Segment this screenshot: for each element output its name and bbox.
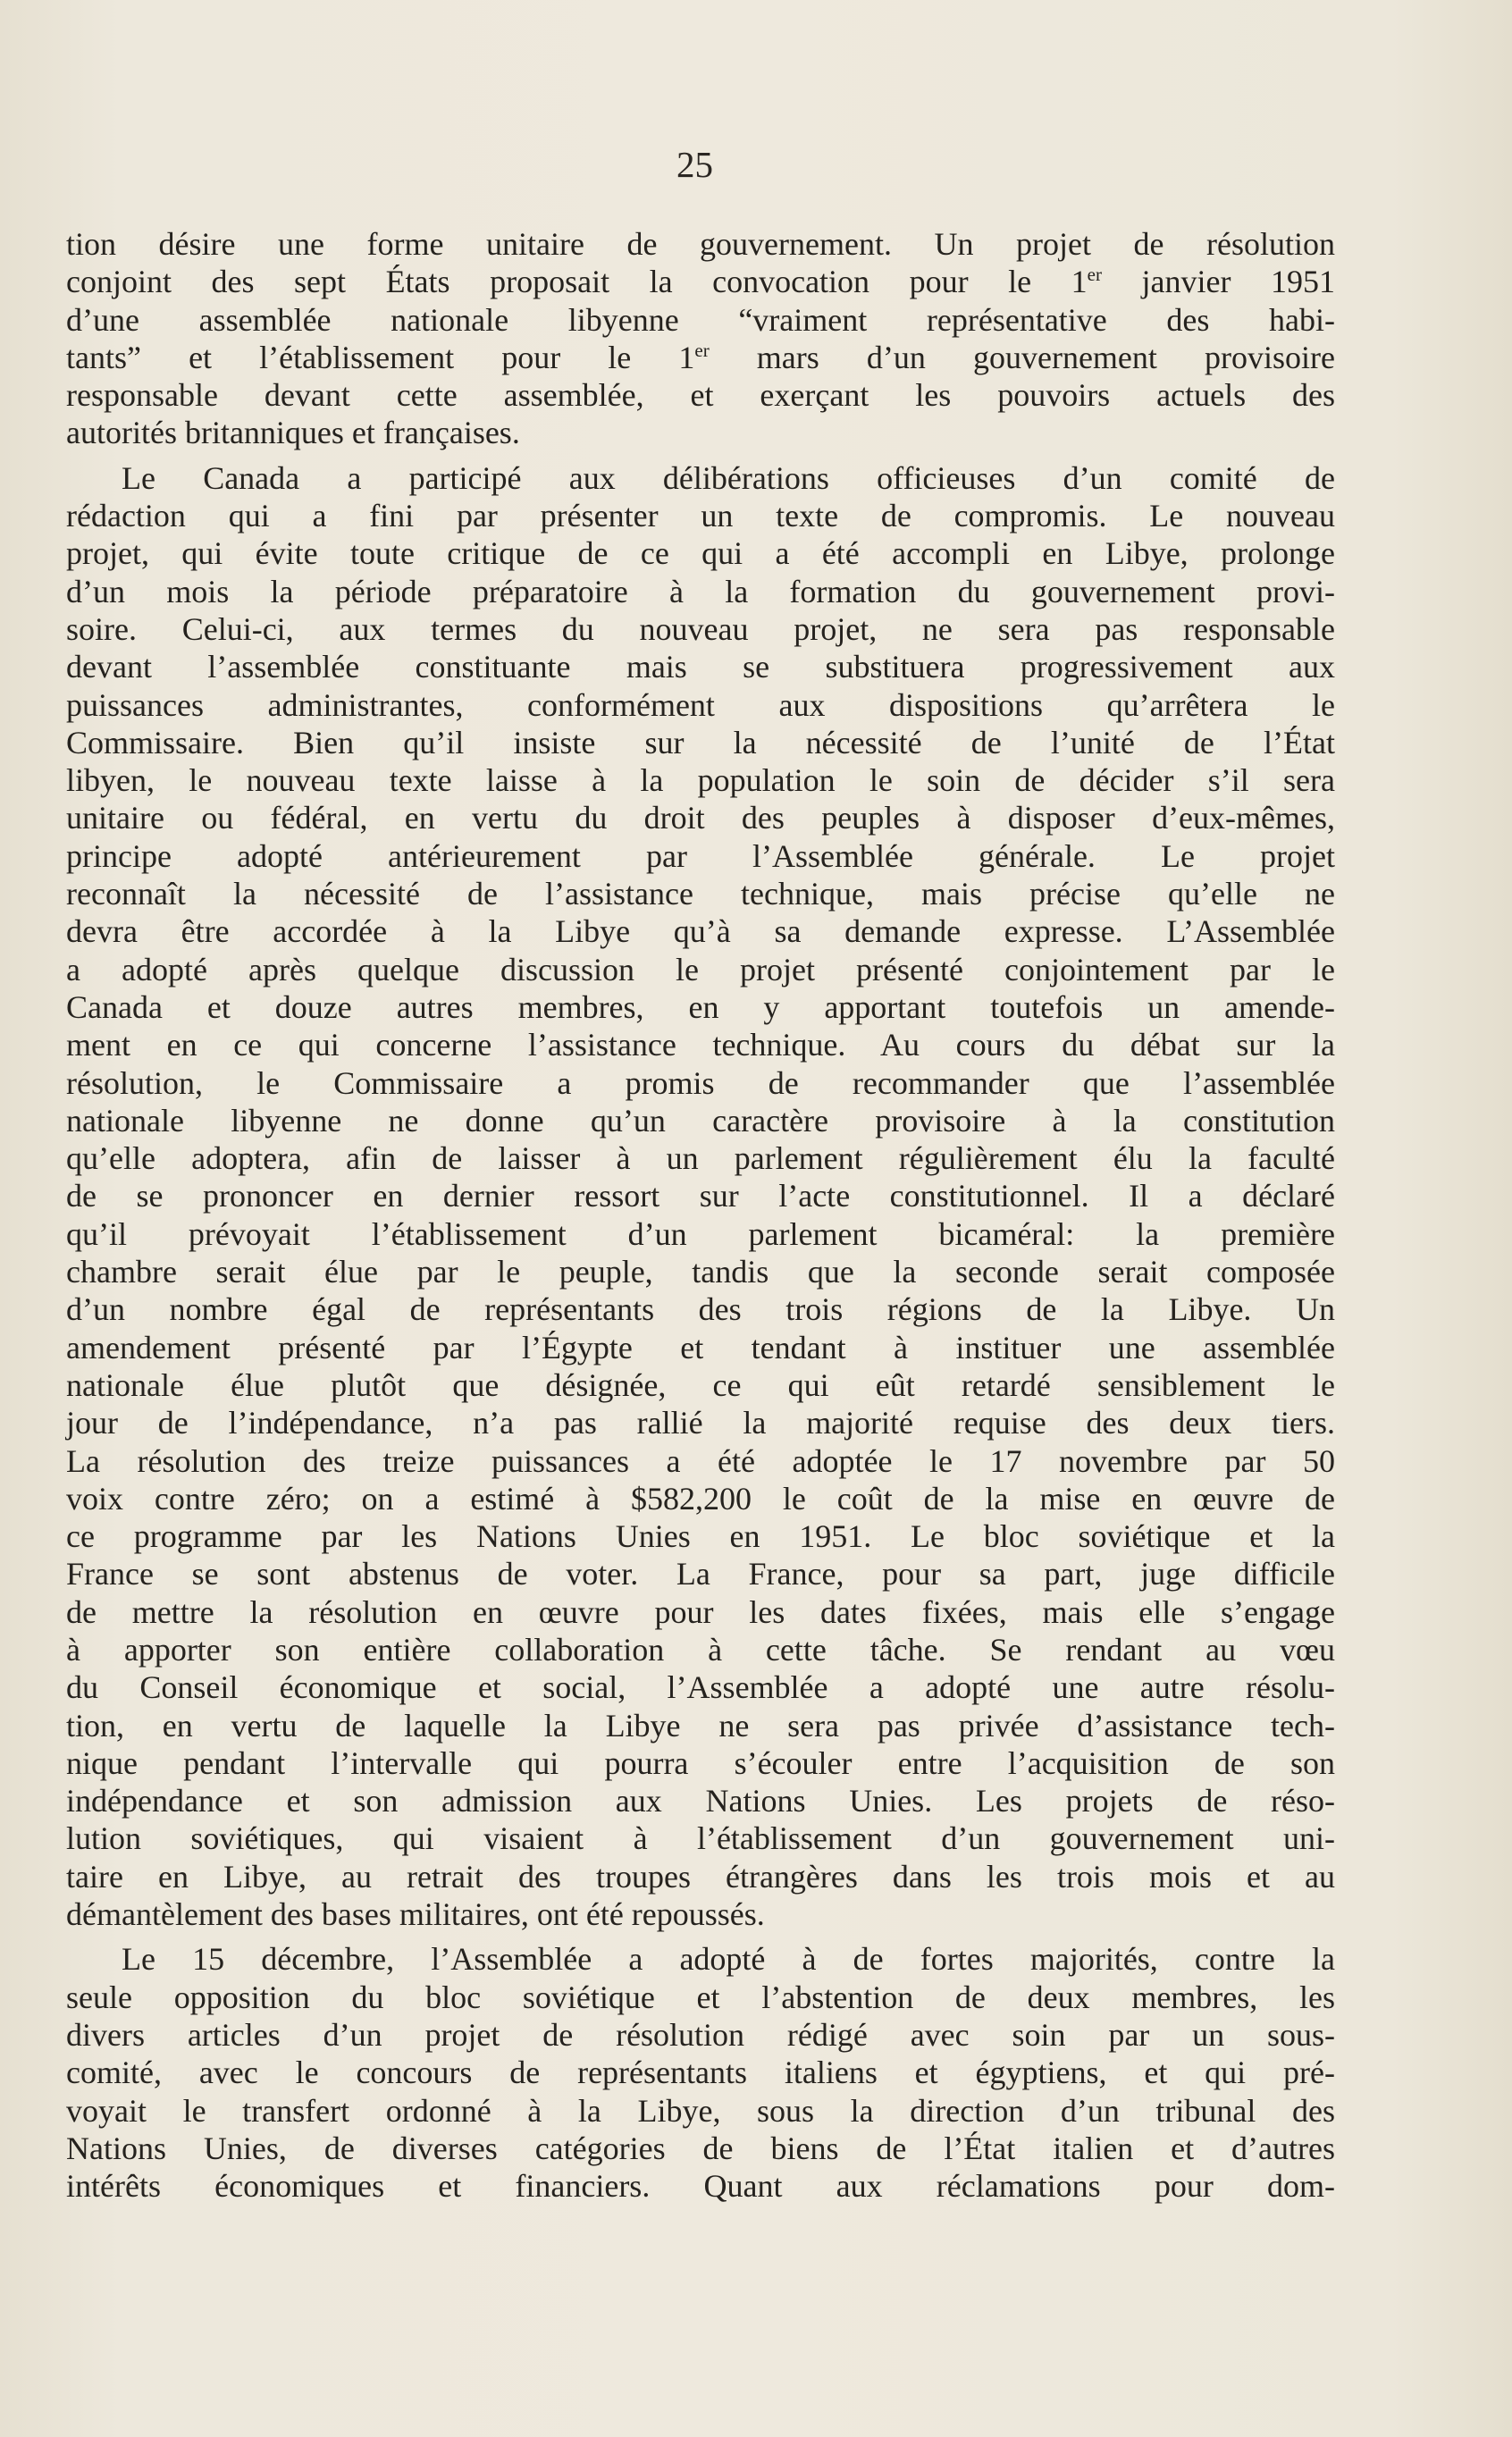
text-line [66,1593,1335,1631]
line-text: soire. Celui-ci, aux termes du nouveau projet, ne sera pas responsable [66,610,1335,647]
paragraph [66,459,1335,1934]
superscript: er [1087,264,1102,286]
text-line [66,1026,1335,1063]
line-text: indépendance et son admission aux Nations Unies. Les projets de réso- [66,1783,1335,1819]
text-line [66,2167,1335,2205]
line-text: tion, en vertu de laquelle la Libye ne sera pas privée d’assistance tech- [66,1707,1335,1744]
line-text-after: janvier 1951 [1101,264,1335,300]
text-line [66,414,1335,451]
text-line [66,837,1335,875]
line-text: intérêts économiques et financiers. Quant aux réclamations pour dom- [66,2168,1335,2205]
text-line [66,2130,1335,2167]
text-line [66,1555,1335,1592]
line-text: voyait le transfert ordonné à la Libye, sous la direction d’un tribunal des [66,2092,1335,2129]
line-text: lution soviétiques, qui visaient à l’établissement d’un gouvernement uni- [66,1820,1335,1857]
text-line [66,1782,1335,1819]
line-text: nationale libyenne ne donne qu’un caractère provisoire à la constitution [66,1102,1335,1139]
text-line [66,1979,1335,2016]
text-line [66,301,1335,339]
text-line [66,1064,1335,1102]
line-text: Canada et douze autres membres, en y apportant toutefois un amende- [66,988,1335,1025]
line-text: La résolution des treize puissances a été adoptée le 17 novembre par 50 [66,1442,1335,1479]
text-line [66,1707,1335,1744]
line-text: divers articles d’un projet de résolution rédigé avec soin par un sous- [66,2016,1335,2053]
line-text: d’un mois la période préparatoire à la formation du gouvernement provi- [66,573,1335,609]
text-line [66,951,1335,988]
text-line [66,988,1335,1026]
text-line [66,686,1335,724]
text-line [66,1668,1335,1706]
line-text: ce programme par les Nations Unies en 1951. Le bloc soviétique et la [66,1518,1335,1555]
line-text: à apporter son entière collaboration à cette tâche. Se rendant au vœu [66,1631,1335,1668]
text-line [66,1139,1335,1177]
line-text-after: mars d’un gouvernement provisoire [709,339,1335,375]
text-line [66,573,1335,610]
text-line [66,799,1335,836]
text-line [66,339,1335,376]
text-line [66,2054,1335,2091]
line-text: Commissaire. Bien qu’il insiste sur la nécessité de l’unité de l’État [66,724,1335,761]
text-line [66,875,1335,912]
line-text: conjoint des sept États proposait la convocation pour le 1 [66,264,1088,300]
superscript: er [694,339,710,361]
line-text: autorités britanniques et françaises. [66,415,520,451]
text-line [66,1404,1335,1441]
text-line [66,1940,1335,1978]
line-text: Le 15 décembre, l’Assemblée a adopté à de fortes majorités, contre la [122,1941,1335,1978]
line-text: comité, avec le concours de représentants italiens et égyptiens, et qui pré- [66,2055,1335,2091]
text-line [66,1480,1335,1517]
line-text: principe adopté antérieurement par l’Assemblée générale. Le projet [66,837,1335,874]
line-text: de mettre la résolution en œuvre pour les dates fixées, mais elle s’engage [66,1593,1335,1630]
text-line [66,225,1335,263]
text-line [66,761,1335,799]
text-line [66,610,1335,648]
text-line [66,1631,1335,1668]
text-line [66,1329,1335,1366]
line-text: qu’elle adoptera, afin de laisser à un parlement régulièrement élu la faculté [66,1140,1335,1177]
line-text: a adopté après quelque discussion le projet présenté conjointement par le [66,951,1335,987]
line-text: ment en ce qui concerne l’assistance technique. Au cours du débat sur la [66,1027,1335,1063]
line-text: du Conseil économique et social, l’Assemblée a adopté une autre résolu- [66,1669,1335,1706]
text-line [66,1858,1335,1895]
line-text: nationale élue plutôt que désignée, ce qui eût retardé sensiblement le [66,1366,1335,1403]
text-line [66,1177,1335,1214]
text-line [66,1819,1335,1857]
line-text: de se prononcer en dernier ressort sur l’acte constitutionnel. Il a déclaré [66,1178,1335,1214]
paragraph [66,1940,1335,2205]
text-line [66,912,1335,950]
line-text: devra être accordée à la Libye qu’à sa demande expresse. L’Assemblée [66,913,1335,950]
line-text: voix contre zéro; on a estimé à $582,200 le coût de la mise en œuvre de [66,1480,1335,1517]
text-line [66,459,1335,497]
text-line [66,648,1335,685]
text-line [66,2016,1335,2054]
paragraph-gap [66,1933,1335,1940]
text-line [66,1895,1335,1933]
line-text: reconnaît la nécessité de l’assistance technique, mais précise qu’elle ne [66,876,1335,912]
text-line [66,1517,1335,1555]
line-text: puissances administrantes, conformément aux dispositions qu’arrêtera le [66,686,1335,723]
text-line [66,2092,1335,2130]
line-text: taire en Libye, au retrait des troupes étrangères dans les trois mois et au [66,1858,1335,1895]
line-text: d’une assemblée nationale libyenne “vraiment représentative des habi- [66,301,1335,338]
paragraph-gap [66,452,1335,459]
text-line [66,1290,1335,1328]
line-text: seule opposition du bloc soviétique et l’abstention de deux membres, les [66,1979,1335,2015]
text-line [66,497,1335,534]
line-text: projet, qui évite toute critique de ce qui a été accompli en Libye, prolonge [66,535,1335,572]
text-line [66,1215,1335,1253]
line-text: France se sont abstenus de voter. La France, pour sa part, juge difficile [66,1556,1335,1592]
line-text: tion désire une forme unitaire de gouvernement. Un projet de résolution [66,226,1335,262]
line-text: Nations Unies, de diverses catégories de biens de l’État italien et d’autres [66,2130,1335,2166]
line-text: jour de l’indépendance, n’a pas rallié la majorité requise des deux tiers. [66,1405,1335,1441]
line-text: amendement présenté par l’Égypte et tendant à instituer une assemblée [66,1329,1335,1366]
line-text: rédaction qui a fini par présenter un texte de compromis. Le nouveau [66,498,1335,534]
line-text: libyen, le nouveau texte laisse à la population le soin de décider s’il sera [66,762,1335,799]
paragraph [66,225,1335,452]
line-text: responsable devant cette assemblée, et exerçant les pouvoirs actuels des [66,377,1335,414]
line-text: Le Canada a participé aux délibérations officieuses d’un comité de [122,459,1335,496]
body-text [66,225,1335,2205]
line-text: résolution, le Commissaire a promis de recommander que l’assemblée [66,1064,1335,1101]
line-text: devant l’assemblée constituante mais se substituera progressivement aux [66,649,1335,685]
text-line [66,1102,1335,1139]
text-line [66,1744,1335,1782]
text-line [66,263,1335,300]
line-text: démantèlement des bases militaires, ont été repoussés. [66,1896,765,1933]
line-text: tants” et l’établissement pour le 1 [66,339,695,375]
text-line [66,376,1335,414]
line-text: nique pendant l’intervalle qui pourra s’écouler entre l’acquisition de son [66,1744,1335,1781]
text-line [66,1442,1335,1480]
line-text: qu’il prévoyait l’établissement d’un parlement bicaméral: la première [66,1215,1335,1252]
text-line [66,1366,1335,1404]
line-text: d’un nombre égal de représentants des trois régions de la Libye. Un [66,1291,1335,1328]
page-number: 25 [676,144,713,185]
text-line [66,724,1335,761]
line-text: chambre serait élue par le peuple, tandis que la seconde serait composée [66,1254,1335,1290]
text-line [66,534,1335,572]
line-text: unitaire ou fédéral, en vertu du droit des peuples à disposer d’eux-mêmes, [66,800,1335,836]
text-line [66,1253,1335,1290]
